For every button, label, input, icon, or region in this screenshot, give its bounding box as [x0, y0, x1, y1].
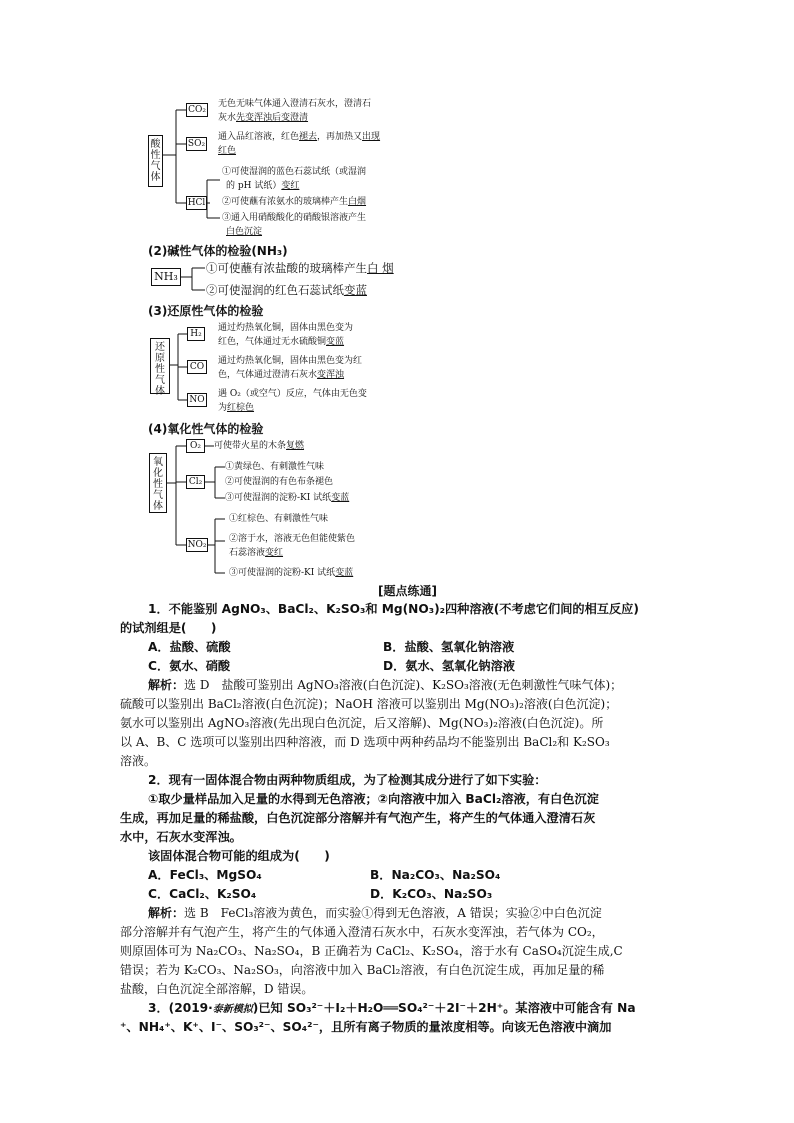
- hcl-item2: ②可使蘸有浓氨水的玻璃棒产生白烟: [222, 197, 367, 207]
- heading-reducing-gas: (3)还原性气体的检验: [148, 304, 264, 318]
- no-box: NO: [187, 393, 207, 407]
- cl2-item3: ③可使湿润的淀粉-KI 试纸变蓝: [225, 493, 350, 503]
- q2-answer-line3: 则原固体可为 Na₂CO₃、Na₂SO₄，B 正确若为 CaCl₂、K₂SO₄，溶于水有 CaSO₄沉淀生成,C: [120, 944, 623, 958]
- q2-answer-line2: 部分溶解并有气泡产生，将产生的气体通入澄清石灰水中，石灰水变浑浊，若气体为 CO₂，: [120, 925, 604, 939]
- h2-desc-line2: 红色，气体通过无水硫酸铜变蓝: [218, 337, 345, 347]
- q1-answer-line4: 以 A、B、C 选项可以鉴别出四种溶液，而 D 选项中两种药品均不能鉴别出 BaCl₂和 K₂SO₃: [120, 735, 610, 749]
- cl2-item1: ①黄绿色、有刺激性气味: [225, 462, 325, 472]
- so2-desc-line1: 通入品红溶液，红色褪去，再加热又出现: [218, 132, 381, 142]
- hcl-item3-line2: 白色沉淀: [226, 227, 263, 237]
- q1-answer-line3: 氨水可以鉴别出 AgNO₃溶液(先出现白色沉淀，后又溶解)、Mg(NO₃)₂溶液(白色沉淀)。所: [120, 716, 604, 730]
- hcl-item3-line1: ③通入用硝酸酸化的硝酸银溶液产生: [222, 213, 367, 223]
- h2-box: H₂: [187, 327, 205, 341]
- q2-line2: ①取少量样品加入足量的水得到无色溶液；②向溶液中加入 BaCl₂溶液，有白色沉淀: [148, 792, 599, 806]
- no2-item2-line2: 石蕊溶液变红: [229, 548, 284, 558]
- o2-box: O₂: [186, 439, 205, 453]
- q1-line2: 的试剂组是( ): [120, 621, 217, 635]
- reducing-gas-label: 还原性气体: [150, 338, 170, 394]
- q1-option-c: C．氨水、硝酸: [148, 659, 231, 673]
- q3-line1: 3．(2019·泰新模拟)已知 SO₃²⁻＋I₂＋H₂O══SO₄²⁻＋2I⁻＋2H⁺。某溶液中可能含有 Na: [148, 1001, 636, 1015]
- no2-item1: ①红棕色、有刺激性气味: [229, 514, 329, 524]
- q3-line2: ⁺、NH₄⁺、K⁺、I⁻、SO₃²⁻、SO₄²⁻，且所有离子物质的量浓度相等。向该无色溶液中滴加: [120, 1020, 612, 1034]
- so2-desc-line2: 红色: [218, 146, 237, 156]
- oxidizing-gas-label: 氧化性气体: [149, 453, 167, 513]
- heading-oxidizing-gas: (4)氧化性气体的检验: [148, 422, 264, 436]
- q2-option-c: C．CaCl₂、K₂SO₄: [148, 887, 257, 901]
- q2-option-d: D．K₂CO₃、Na₂SO₃: [370, 887, 493, 901]
- co2-desc-line2: 灰水先变浑浊后变澄清: [218, 113, 309, 123]
- hcl-box: HCl: [187, 198, 206, 208]
- cl2-box: Cl₂: [186, 475, 205, 489]
- practice-title: [题点练通]: [378, 584, 437, 598]
- no-desc-line1: 遇 O₂（或空气）反应，气体由无色变: [218, 389, 367, 399]
- co2-desc-line1: 无色无味气体通入澄清石灰水，澄清石: [218, 99, 372, 109]
- q2-line3: 生成，再加足量的稀盐酸，白色沉淀部分溶解并有气泡产生，将产生的气体通入澄清石灰: [120, 811, 596, 825]
- co-box: CO: [187, 360, 207, 374]
- nh3-item1: ①可使蘸有浓盐酸的玻璃棒产生白 烟: [206, 261, 394, 275]
- q1-answer-line5: 溶液。: [120, 754, 157, 768]
- q2-line4: 水中，石灰水变浑浊。: [120, 830, 242, 844]
- no2-item2-line1: ②溶于水，溶液无色但能使紫色: [229, 534, 356, 544]
- q2-option-a: A．FeCl₃、MgSO₄: [148, 868, 262, 882]
- o2-desc: 可使带火星的木条复燃: [214, 441, 305, 451]
- q1-line1: 1．不能鉴别 AgNO₃、BaCl₂、K₂SO₃和 Mg(NO₃)₂四种溶液(不考虑它们间的相互反应): [148, 602, 639, 616]
- acid-gas-label: 酸性气体: [148, 135, 163, 187]
- cl2-item2: ②可使湿润的有色布条褪色: [225, 477, 334, 487]
- q1-answer-line1: 解析：选 D 盐酸可鉴别出 AgNO₃溶液(白色沉淀)、K₂SO₃溶液(无色刺激性气味气体)；: [148, 678, 623, 692]
- no-desc-line2: 为红棕色: [218, 403, 255, 413]
- no2-box: NO₂: [187, 540, 207, 550]
- nh3-item2: ②可使湿润的红色石蕊试纸变蓝: [206, 283, 367, 297]
- heading-basic-gas: (2)碱性气体的检验(NH₃): [148, 244, 288, 258]
- hcl-item1-line1: ①可使湿润的蓝色石蕊试纸（或湿润: [222, 167, 367, 177]
- q2-answer-line5: 盐酸，白色沉淀全部溶解，D 错误。: [120, 982, 314, 996]
- q2-line5: 该固体混合物可能的组成为( ): [148, 849, 330, 863]
- co-desc-line2: 色，气体通过澄清石灰水变浑浊: [218, 370, 345, 380]
- q2-option-b: B．Na₂CO₃、Na₂SO₄: [370, 868, 501, 882]
- q1-option-b: B．盐酸、氢氧化钠溶液: [383, 640, 515, 654]
- nh3-box: NH₃: [151, 268, 181, 286]
- no2-item3: ③可使湿润的淀粉-KI 试纸变蓝: [229, 568, 354, 578]
- q2-answer-line4: 错误；若为 K₂CO₃、Na₂SO₃，向溶液中加入 BaCl₂溶液，有白色沉淀生成，再加足量的稀: [120, 963, 605, 977]
- co2-box: CO₂: [186, 103, 208, 117]
- hcl-item1-line2: 的 pH 试纸）变红: [226, 181, 300, 191]
- q2-answer-line1: 解析：选 B FeCl₃溶液为黄色，而实验①得到无色溶液，A 错误；实验②中白色沉淀: [148, 906, 602, 920]
- q2-line1: 2．现有一固体混合物由两种物质组成，为了检测其成分进行了如下实验：: [148, 773, 547, 787]
- co-desc-line1: 通过灼热氧化铜，固体由黑色变为红: [218, 356, 363, 366]
- q1-option-a: A．盐酸、硫酸: [148, 640, 231, 654]
- h2-desc-line1: 通过灼热氧化铜，固体由黑色变为: [218, 323, 354, 333]
- q1-option-d: D．氨水、氢氧化钠溶液: [383, 659, 515, 673]
- q1-answer-line2: 硫酸可以鉴别出 BaCl₂溶液(白色沉淀)；NaOH 溶液可以鉴别出 Mg(NO₃)₂溶液(白色沉淀)；: [120, 697, 618, 711]
- so2-box: SO₂: [187, 139, 206, 149]
